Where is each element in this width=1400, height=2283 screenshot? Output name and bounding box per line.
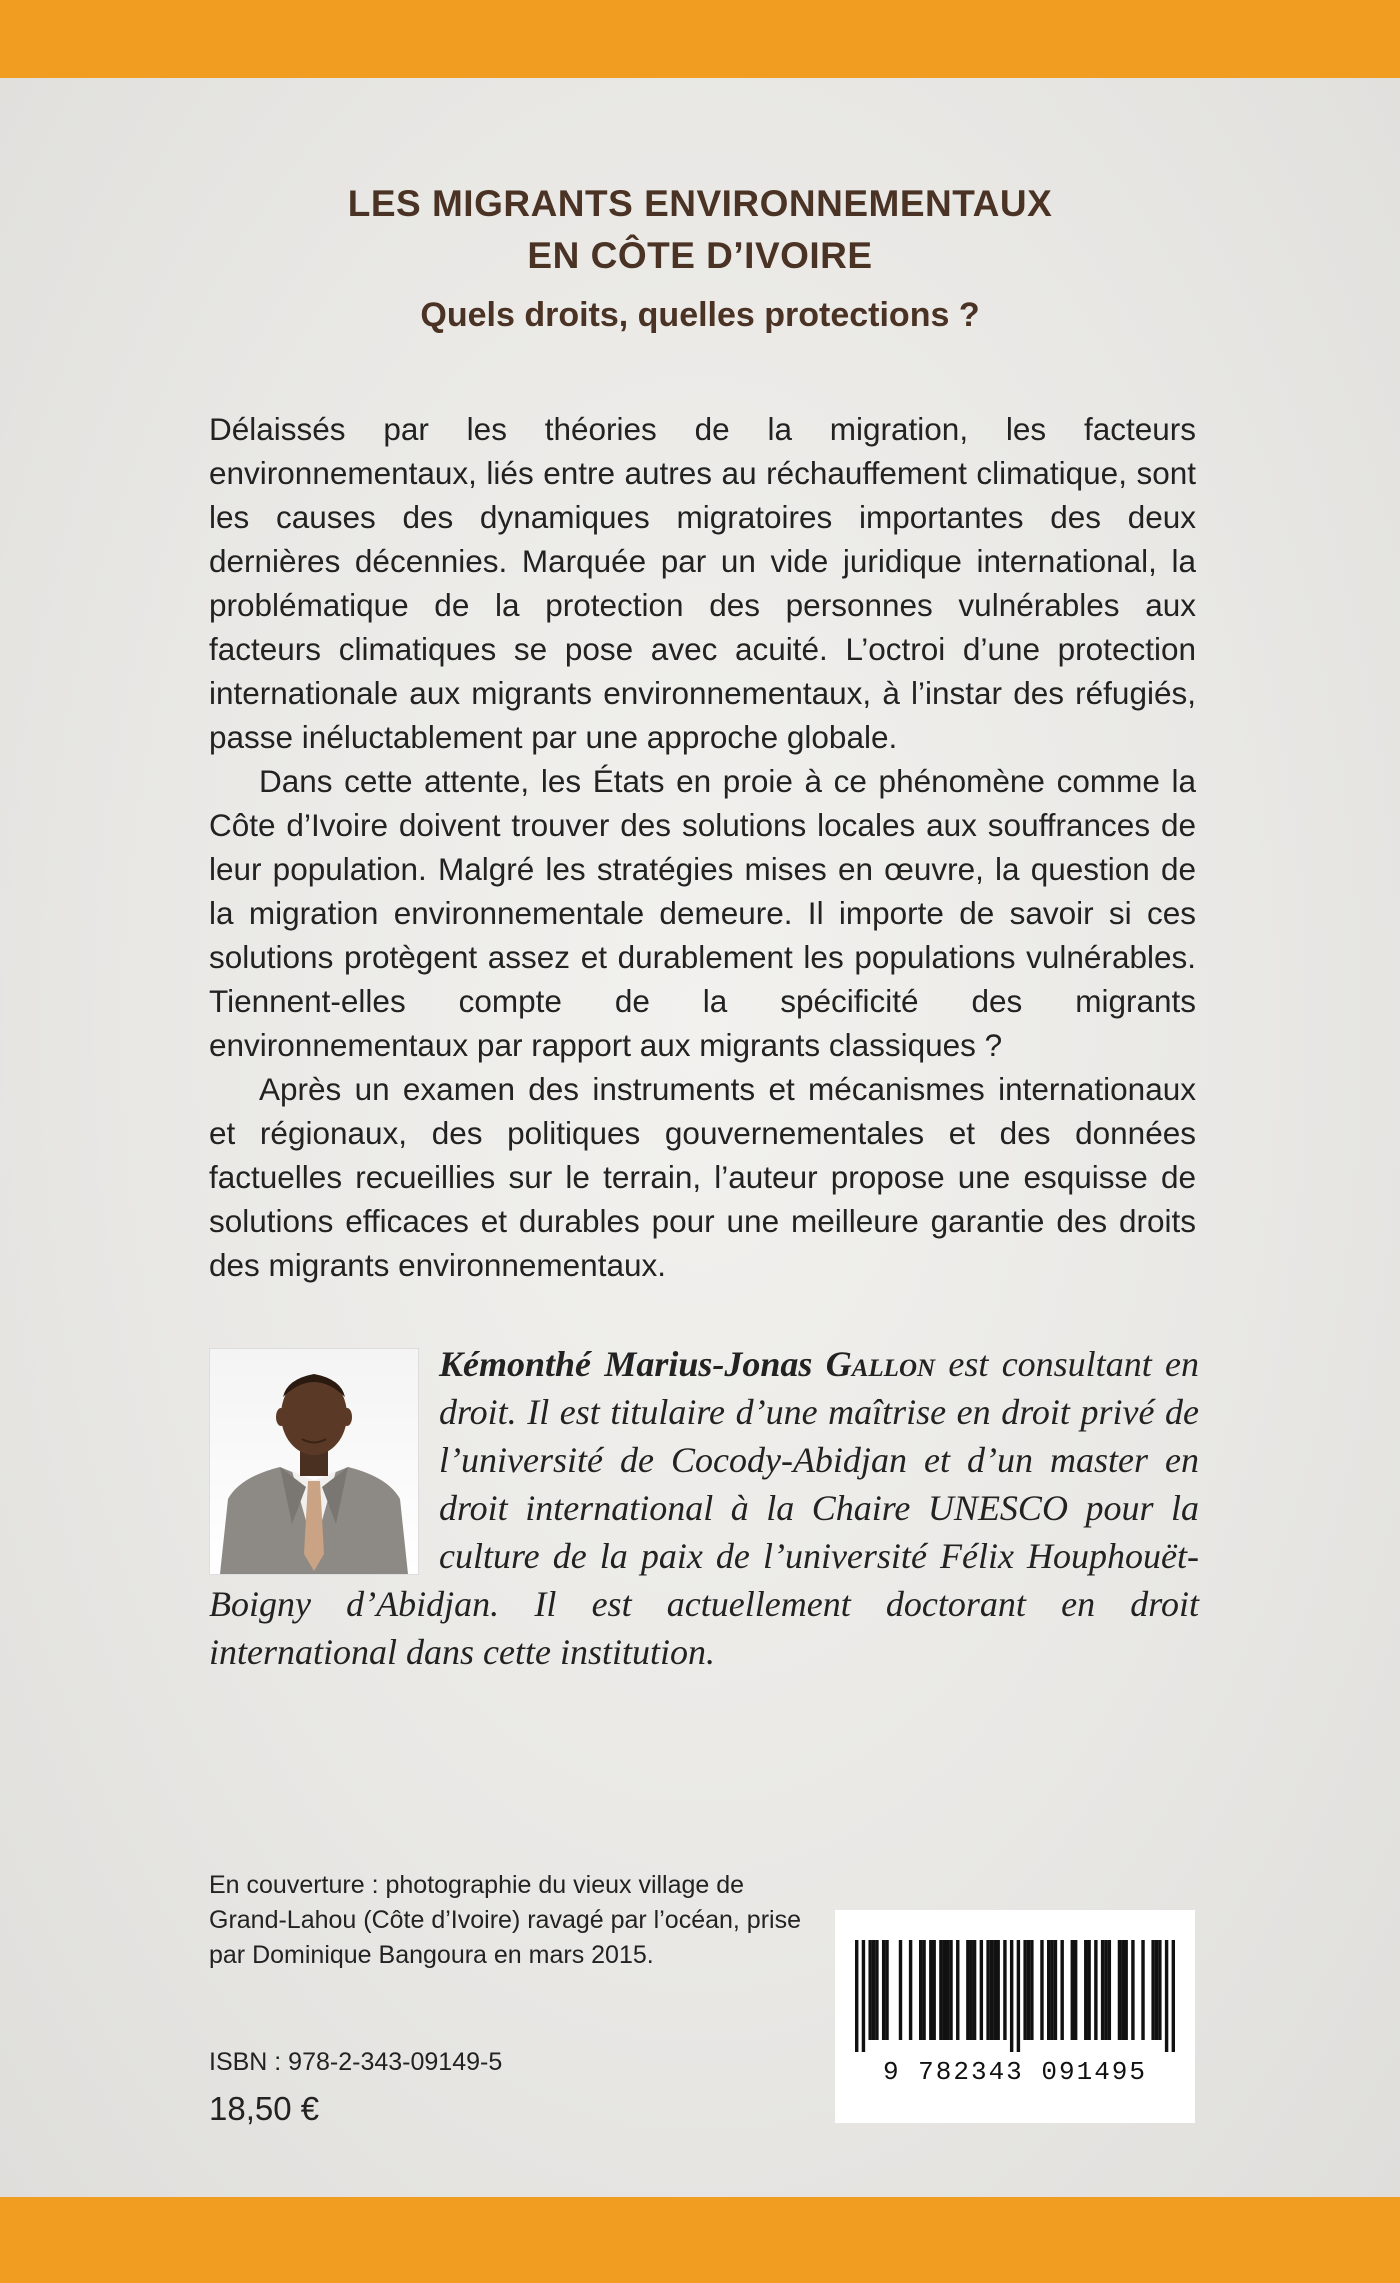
barcode-bar (993, 1940, 996, 2040)
barcode-bar (899, 1940, 902, 2040)
summary-paragraph-2: Dans cette attente, les États en proie à ce phénomène comme la Côte d’Ivoire doivent trouver des solutions locales aux souffrances de leur population. Malgré les stratégies mises en œuvre, la question de la migration environnementale demeure. Il importe de savoir si ces solutions protègent assez et durablement les populations vulnérables. Tiennent-elles compte de la spécificité des migrants environnementaux par rapport aux migrants classiques ? (209, 763, 1196, 1063)
isbn: ISBN : 978-2-343-09149-5 (209, 2048, 503, 2076)
barcode-bar (1030, 1940, 1033, 2040)
barcode-bar (1050, 1940, 1053, 2040)
summary-paragraph-1: Délaissés par les théories de la migration, les facteurs environnementaux, liés entre autres au réchauffement climatique, sont les causes des dynamiques migratoires importantes des deux dernières décennies. Marquée par un vide juridique international, la problématique de la protection des personnes vulnérables aux facteurs climatiques se pose avec acuité. L’octroi d’une protection internationale aux migrants environnementaux, à l’instar des réfugiés, passe inéluctablement par une approche globale. (209, 411, 1196, 755)
barcode-bar (1017, 1940, 1020, 2052)
barcode-bar (1131, 1940, 1134, 2040)
barcode-bar (868, 1940, 871, 2040)
book-title-line-2: EN CÔTE D’IVOIRE (527, 235, 873, 276)
title-block (0, 178, 1400, 335)
barcode-bar (1003, 1940, 1006, 2040)
barcode-bar (855, 1940, 858, 2052)
barcode-bar (1165, 1940, 1168, 2052)
summary-paragraph-3: Après un examen des instruments et mécanismes internationaux et régionaux, des politiques gouvernementales et des données factuelles recueillies sur le terrain, l’auteur propose une esquisse de solutions efficaces et durables pour une meilleure garantie des droits des migrants environnementaux. (209, 1071, 1196, 1283)
bottom-orange-band (0, 2197, 1400, 2283)
author-bio (209, 1340, 1199, 1676)
barcode-bar (1047, 1940, 1050, 2040)
barcode-bar (1087, 1940, 1090, 2040)
barcode-bar (885, 1940, 888, 2040)
top-orange-band (0, 0, 1400, 78)
barcode-bar (1040, 1940, 1043, 2040)
barcode-bar (1108, 1940, 1111, 2040)
barcode-bar (862, 1940, 865, 2052)
barcode-bar (1151, 1940, 1154, 2040)
author-bio-text: est consultant en droit. Il est titulaire d’une maîtrise en droit privé de l’université de Cocody-Abidjan et d’un master en droit international à la Chaire UNESCO pour la culture de la paix de l’université Félix Houphouët-Boigny d’Abidjan. Il est actuellement doctorant en droit international dans cette institution. (209, 1344, 1199, 1672)
barcode-bar (1172, 1940, 1175, 2052)
barcode-bar (1101, 1940, 1104, 2040)
barcode-bar (1124, 1940, 1127, 2040)
barcode-bar (949, 1940, 952, 2040)
barcode-bar (932, 1940, 935, 2040)
barcode-bar (1074, 1940, 1077, 2040)
barcode-bar (919, 1940, 922, 2040)
barcode-bar (943, 1940, 946, 2040)
price: 18,50 € (209, 2090, 320, 2127)
barcode-bar (1155, 1940, 1158, 2040)
barcode-bar (970, 1940, 973, 2040)
barcode-bar (966, 1940, 969, 2040)
author-first-names: Kémonthé Marius-Jonas (439, 1344, 826, 1384)
barcode-bar (1071, 1940, 1074, 2040)
book-title-line-1: LES MIGRANTS ENVIRONNEMENTAUX (347, 183, 1053, 224)
barcode-icon (855, 1940, 1175, 2052)
barcode-bar (929, 1940, 932, 2040)
barcode-bar (990, 1940, 993, 2040)
barcode-bar (882, 1940, 885, 2040)
barcode-bar (946, 1940, 949, 2040)
barcode-bar (939, 1940, 942, 2040)
barcode-bar (1084, 1940, 1087, 2040)
barcode-bar (1118, 1940, 1121, 2040)
barcode-bar (872, 1940, 875, 2040)
barcode-bar (1141, 1940, 1144, 2040)
barcode-bar (875, 1940, 878, 2040)
barcode-bar (1023, 1940, 1026, 2040)
author-surname: Gallon (825, 1344, 936, 1384)
cover-credit: En couverture : photographie du vieux village de Grand-Lahou (Côte d’Ivoire) ravagé par l’océan, prise par Dominique Bangoura en mars 2015. (209, 1871, 801, 1969)
barcode-box (835, 1910, 1195, 2123)
barcode-digits: 9 782343 091495 (882, 2057, 1148, 2087)
barcode-bar (1027, 1940, 1030, 2040)
barcode-bar (1104, 1940, 1107, 2040)
barcode-bar (1158, 1940, 1161, 2040)
barcode-bar (986, 1940, 989, 2040)
barcode-bar (909, 1940, 912, 2040)
barcode-bar (1010, 1940, 1013, 2052)
barcode-bar (922, 1940, 925, 2040)
barcode-bar (996, 1940, 999, 2040)
barcode-bar (1094, 1940, 1097, 2040)
barcode-bar (1121, 1940, 1124, 2040)
barcode-bar (1054, 1940, 1057, 2040)
summary-text (209, 407, 1196, 1287)
barcode-bar (980, 1940, 983, 2040)
book-subtitle: Quels droits, quelles protections ? (420, 296, 980, 334)
barcode-bar (1060, 1940, 1063, 2040)
barcode-bar (956, 1940, 959, 2040)
barcode-bar (973, 1940, 976, 2040)
